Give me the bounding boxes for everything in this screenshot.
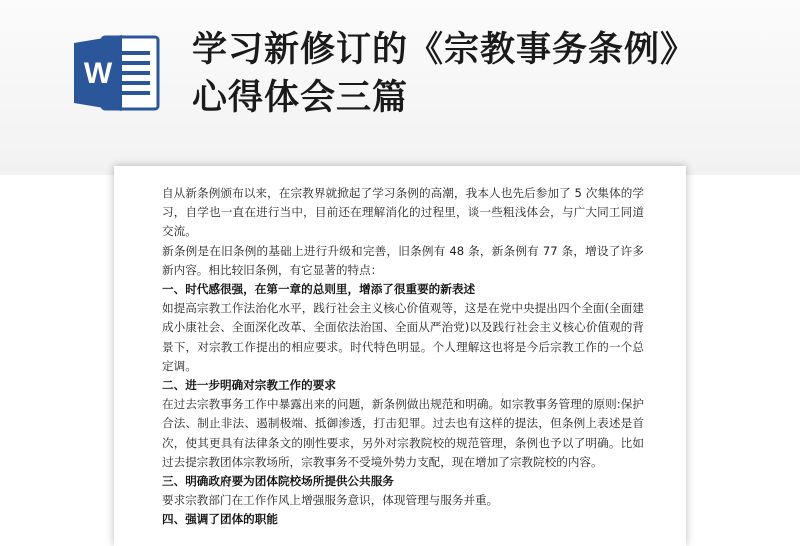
document-page bbox=[114, 166, 686, 546]
paragraph-overview: 新条例是在旧条例的基础上进行升级和完善，旧条例有 48 条，新条例有 77 条，增设了许多新内容。相比较旧条例，有它显著的特点： bbox=[162, 243, 644, 277]
document-body bbox=[162, 184, 644, 530]
word-icon-letter: W bbox=[83, 57, 113, 90]
section-heading-4: 四、强调了团体的职能 bbox=[162, 512, 278, 527]
title-line-2: 心得体会三篇 bbox=[192, 78, 409, 118]
word-document-icon bbox=[72, 33, 164, 113]
paragraph-section-2: 在过去宗教事务工作中暴露出来的问题，新条例做出规范和明确。如宗教事务管理的原则:保护合法、制止非法、遏制极端、抵御渗透，打击犯罪。过去也有这样的提法，但条例上表述是首次，使其更具有法律条文的刚性要求，另外对宗教院校的规范管理，条例也予以了明确。比如过去提宗教团体宗教场所，宗教事务不受境外势力支配，现在增加了宗教院校的内容。 bbox=[162, 397, 644, 469]
section-heading-3: 三、明确政府要为团体院校场所提供公共服务 bbox=[162, 474, 394, 489]
paragraph-section-1: 如提高宗教工作法治化水平，践行社会主义核心价值观等，这是在党中央提出四个全面(全面建成小康社会、全面深化改革、全面依法治国、全面从严治党)以及践行社会主义核心价值观的背景下，对宗教工作提出的相应要求。时代特色明显。个人理解这也将是今后宗教工作的一个总定调。 bbox=[162, 301, 644, 373]
section-heading-1: 一、时代感很强，在第一章的总则里，增添了很重要的新表述 bbox=[162, 282, 476, 297]
page-title bbox=[192, 26, 792, 122]
paragraph-intro: 自从新条例颁布以来，在宗教界就掀起了学习条例的高潮，我本人也先后参加了 5 次集体的学习，自学也一直在进行当中，目前还在理解消化的过程里，谈一些粗浅体会，与广大同工同道交流。 bbox=[162, 186, 644, 239]
title-line-1: 学习新修订的《宗教事务条例》 bbox=[192, 30, 697, 70]
section-heading-2: 二、进一步明确对宗教工作的要求 bbox=[162, 378, 336, 393]
paragraph-section-3: 要求宗教部门在工作作风上增强服务意识，体现管理与服务并重。 bbox=[162, 493, 499, 508]
